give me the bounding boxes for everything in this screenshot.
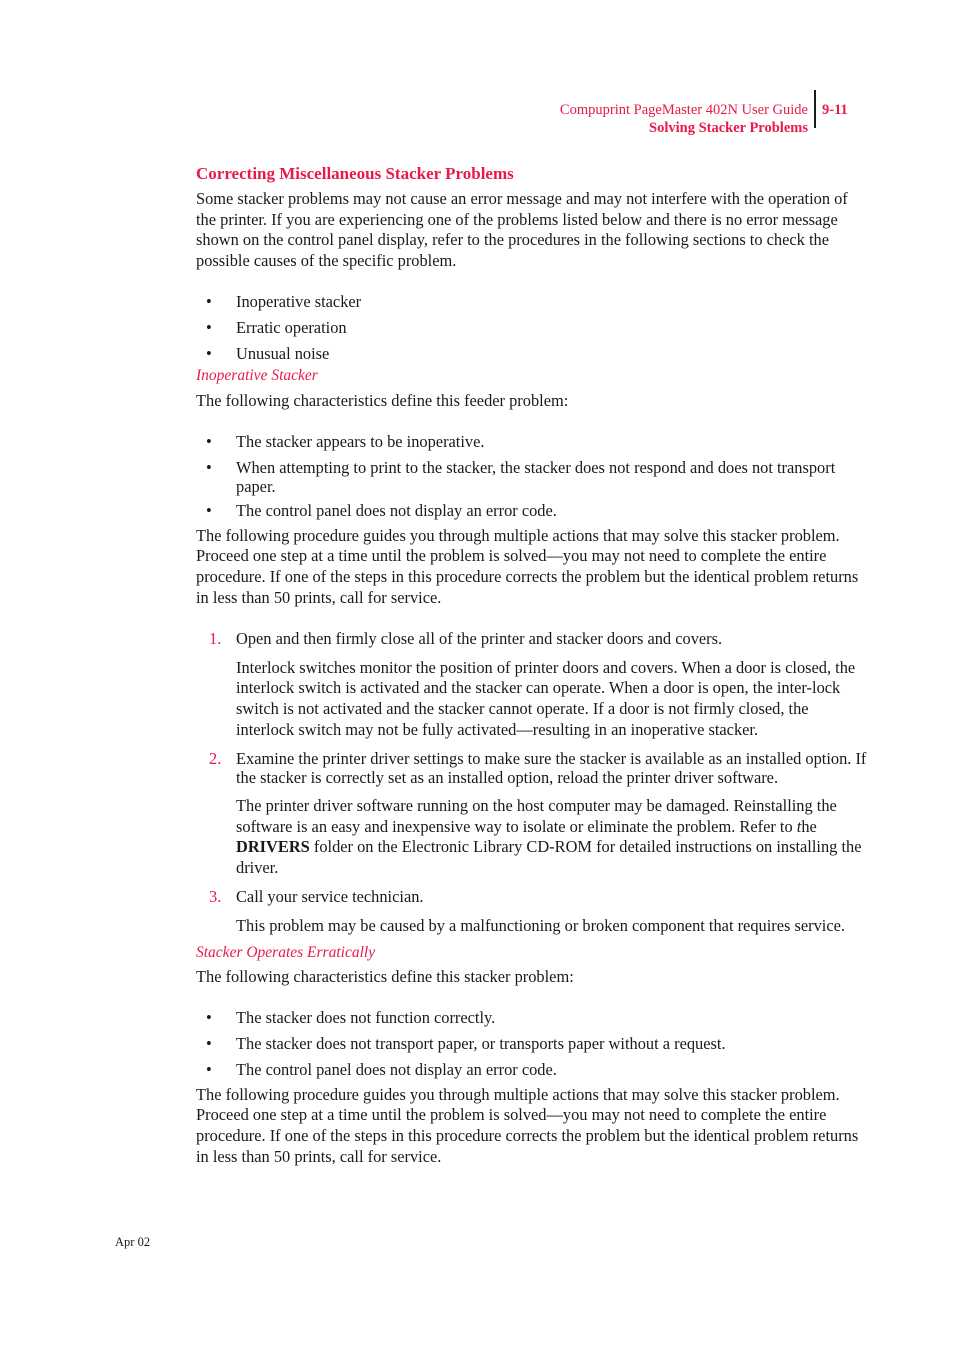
step-text: Open and then firmly close all of the printer and stacker doors and covers.	[236, 628, 723, 648]
subsection-heading-erratic: Stacker Operates Erratically	[196, 943, 376, 961]
bullet-icon: •	[206, 1033, 212, 1053]
section-title: Solving Stacker Problems	[649, 120, 808, 136]
step-text: Examine the printer driver settings to make sure the stacker is available as an installed option. If the stacker is correctly set as an installed option, reload the printer driver software.	[236, 748, 867, 788]
bullet-icon: •	[206, 500, 212, 520]
step-explanation: This problem may be caused by a malfunctioning or broken component that requires service.	[236, 915, 845, 935]
subsection-heading-inoperative: Inoperative Stacker	[196, 367, 318, 385]
inoperative-characteristics	[196, 432, 870, 522]
list-item: • Erratic operation	[206, 317, 347, 337]
header-divider	[814, 90, 816, 128]
intro-paragraph: Some stacker problems may not cause an error message and may not interfere with the operation of the printer. If you are experiencing one of the problems listed below and there is no error message shown on the control panel display, refer to the procedures in the following sections to check the possible causes of the specific problem.	[196, 188, 848, 271]
book-title: Compuprint PageMaster 402N User Guide	[559, 102, 808, 118]
page-number: 9-11	[822, 102, 848, 118]
page-body	[196, 164, 870, 1168]
step-number: 2.	[209, 748, 222, 768]
step-explanation: The printer driver software running on the host computer may be damaged. Reinstalling the software is an easy and inexpensive way to isolate or eliminate the problem. Refer to the DRIVERS folder on the Electronic Library CD-ROM for detailed instructions on installing the driver.	[236, 795, 862, 878]
inoperative-steps	[196, 629, 870, 937]
erratic-lead: The following characteristics define this stacker problem:	[196, 967, 574, 987]
erratic-procedure: The following procedure guides you through multiple actions that may solve this stacker problem. Proceed one step at a time until the problem is solved—you may not need to complete the entire procedure. If one of the steps in this procedure corrects the problem but the identical problem returns in less than 50 prints, call for service.	[196, 1084, 859, 1166]
list-item: • The control panel does not display an error code.	[206, 500, 557, 520]
bullet-icon: •	[206, 343, 212, 363]
erratic-characteristics	[196, 1008, 870, 1080]
inoperative-lead: The following characteristics define this feeder problem:	[196, 391, 569, 411]
step-item	[196, 887, 870, 937]
step-explanation: Interlock switches monitor the position of printer doors and covers. When a door is closed, the interlock switch is activated and the stacker can operate. When a door is open, the inter-lock switch is not activated and the stacker cannot operate. If a door is not firmly closed, the interlock switch may not be fully activated—resulting in an inoperative stacker.	[236, 657, 856, 739]
list-item: • Inoperative stacker	[206, 291, 362, 311]
inoperative-procedure: The following procedure guides you through multiple actions that may solve this stacker problem. Proceed one step at a time until the problem is solved—you may not need to complete the entire procedure. If one of the steps in this procedure corrects the problem but the identical problem returns in less than 50 prints, call for service.	[196, 525, 859, 607]
drivers-folder-name: DRIVERS	[236, 837, 310, 857]
bullet-icon: •	[206, 1059, 212, 1079]
list-item: • Unusual noise	[206, 343, 330, 363]
bullet-icon: •	[206, 291, 212, 311]
bullet-icon: •	[206, 1008, 212, 1028]
step-number: 3.	[209, 886, 222, 906]
list-item: • When attempting to print to the stacker, the stacker does not respond and does not transport paper.	[206, 457, 836, 496]
step-item	[196, 629, 870, 741]
header-titles	[560, 101, 808, 137]
list-item: • The stacker appears to be inoperative.	[206, 431, 485, 451]
list-item: • The stacker does not transport paper, or transports paper without a request.	[206, 1033, 726, 1053]
footer-date: Apr 02	[115, 1235, 151, 1249]
list-item: • The control panel does not display an error code.	[206, 1059, 557, 1079]
bullet-icon: •	[206, 457, 212, 477]
step-item	[196, 749, 870, 879]
step-text: Call your service technician.	[236, 886, 424, 906]
section-heading: Correcting Miscellaneous Stacker Problems	[196, 164, 514, 183]
problem-list	[196, 292, 870, 364]
step-number: 1.	[209, 628, 222, 648]
bullet-icon: •	[206, 431, 212, 451]
list-item: • The stacker does not function correctly.	[206, 1008, 496, 1028]
bullet-icon: •	[206, 317, 212, 337]
